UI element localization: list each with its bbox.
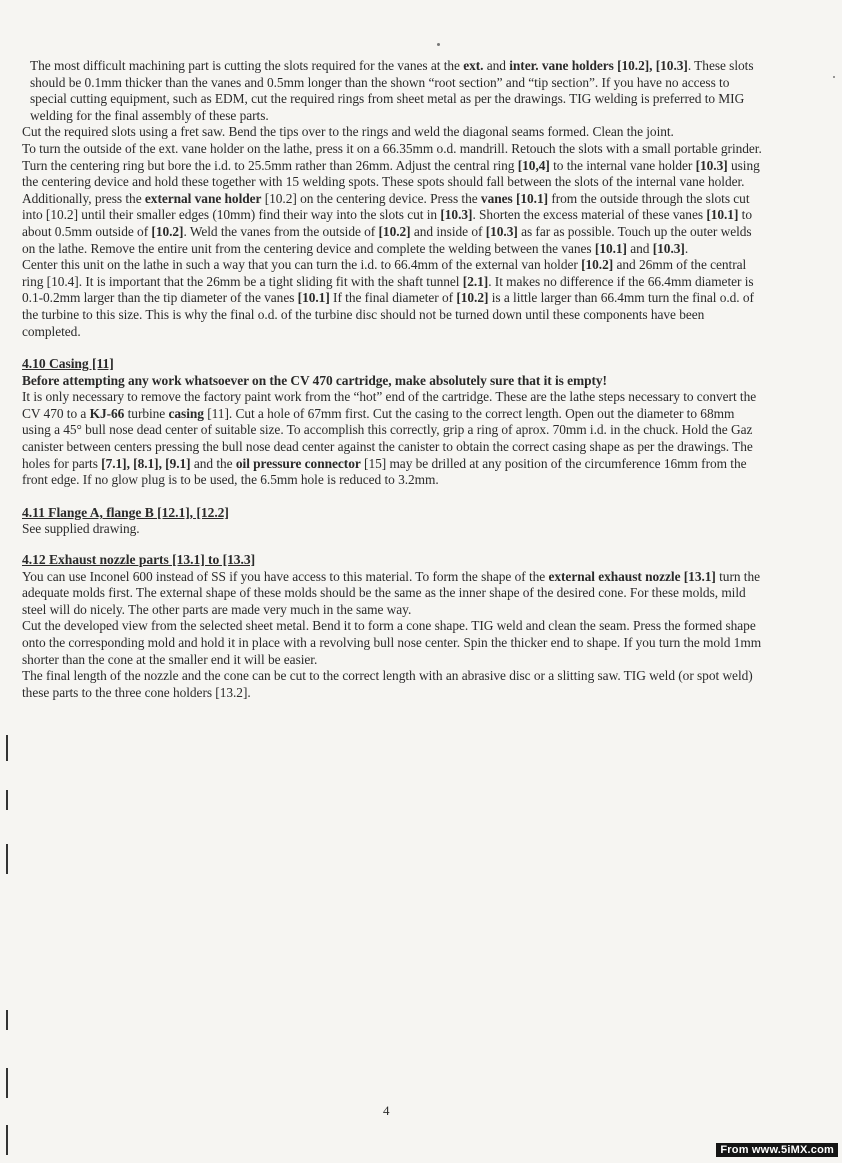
bold-text-run: [10,4]: [517, 157, 550, 173]
bold-text-run: [10.2]: [378, 223, 411, 239]
text-run: . It makes no difference if the 66.4mm diameter is 0.1-0.2mm larger than the tip diameter of the vanes: [22, 273, 754, 306]
bold-text-run: [10.2]: [151, 223, 184, 239]
bold-text-run: [10.1]: [594, 240, 627, 256]
text-run: and 26mm of the central ring [10.4]. It is important that the 26mm be a tight sliding fit with the shaft tunnel: [22, 257, 747, 289]
bold-text-run: [7.1], [8.1], [9.1]: [101, 455, 191, 471]
bold-text-run: [10.3]: [695, 157, 728, 173]
text-run: and: [626, 240, 653, 256]
nozzle-paragraph-1: [22, 569, 764, 619]
text-run: . Weld the vanes from the outside of: [183, 223, 379, 239]
text-run: Center this unit on the lathe in such a way that you can turn the i.d. to 66.4mm of the external van holder: [22, 257, 582, 273]
text-run: using the centering device and hold these together with 15 welding spots. These spots should fall between the slots of the internal vane holder.: [22, 157, 760, 190]
bold-text-run: external exhaust nozzle [13.1]: [548, 568, 716, 584]
flange-body: See supplied drawing.: [22, 521, 140, 537]
intro-paragraph-1: [22, 58, 764, 124]
text-run: as far as possible. Touch up the outer welds on the lathe. Remove the entire unit from the centering device and complete the welding between the vanes: [22, 223, 752, 256]
intro-paragraph-3: To turn the outside of the ext. vane holder on the lathe, press it on a 66.35mm o.d. mandrill. Retouch the slots with a small portable grinder.: [22, 140, 762, 156]
bold-text-run: [10.1]: [297, 290, 330, 306]
text-run: It is only necessary to remove the factory paint work from the “hot” end of the cartridge. These are the lathe steps necessary to convert the CV 470 to a: [22, 389, 757, 421]
text-run: to about 0.5mm outside of: [22, 207, 752, 239]
casing-heading: 4.10 Casing [11]: [22, 356, 114, 372]
nozzle-heading: 4.12 Exhaust nozzle parts [13.1] to [13.3]: [22, 552, 256, 568]
text-run: If the final diameter of: [329, 290, 457, 306]
text-run: Additionally, press the: [22, 190, 145, 206]
text-run: You can use Inconel 600 instead of SS if you have access to this material. To form the shape of the: [22, 568, 549, 584]
text-run: is a little larger than 66.4mm turn the final o.d. of the turbine to this size. This is why the final o.d. of the turbine disc should not be turned down until these components have been completed.: [22, 290, 754, 339]
bold-text-run: [10.1]: [706, 207, 739, 223]
intro-paragraph-4: [22, 158, 764, 191]
intro-paragraph-5: [22, 191, 764, 257]
text-run: [11]. Cut a hole of 67mm first. Cut the casing to the correct length. Open out the diameter to 68mm using a 45° bull nose dead center of suitable size. To accomplish this correctly, grip a ring of aprox. 70mm i.d. in the chuck. Hold the Gaz canister between centers pressing the bull nose dead center against the canister to obtain the correct casing shape as per the drawings. The holes for parts: [22, 405, 753, 471]
bold-text-run: ext.: [463, 58, 484, 73]
page-number: 4: [383, 1103, 390, 1118]
intro-paragraph-2: Cut the required slots using a fret saw. Bend the tips over to the rings and weld the diagonal seams formed. Clean the joint.: [22, 124, 674, 140]
bold-text-run: [10.3]: [652, 240, 685, 256]
casing-warning: Before attempting any work whatsoever on the CV 470 cartridge, make absolutely sure that it is empty!: [22, 372, 607, 388]
bold-text-run: [10.3]: [440, 207, 473, 223]
margin-mark: [6, 1068, 8, 1098]
text-run: .: [684, 240, 689, 256]
flange-heading: 4.11 Flange A, flange B [12.1], [12.2]: [22, 504, 229, 520]
casing-body: [22, 389, 764, 489]
text-run: from the outside through the slots cut into [10.2] until their smaller edges (10mm) find their way into the slots cut in: [22, 190, 750, 223]
text-run: [10.2] on the centering device. Press the: [261, 190, 481, 206]
text-run: [15] may be drilled at any position of the circumference 16mm from the front edge. If no glow plug is to be used, the 6.5mm hole is reduced to 3.2mm.: [22, 455, 747, 488]
bold-text-run: [10.2]: [581, 257, 614, 273]
bold-text-run: oil pressure connector: [235, 455, 361, 471]
margin-mark: [6, 735, 8, 761]
text-run: turn the adequate molds first. The external shape of these molds should be the same as the inner shape of the desired cone. For these molds, mild steel will do nicely. The other parts are made very much in the same way.: [22, 568, 761, 617]
scan-speck: [437, 43, 440, 46]
nozzle-paragraph-2: Cut the developed view from the selected sheet metal. Bend it to form a cone shape. TIG weld and clean the seam. Press the formed shape onto the corresponding mold and hold it in place with a revolving bull nose center. Spin the thicker end to shape. If you turn the mold 1mm shorter than the cone at the smaller end it will be easier.: [22, 618, 762, 667]
intro-paragraph-6: [22, 257, 764, 340]
scan-speck: [833, 76, 835, 78]
margin-mark: [6, 1125, 8, 1155]
bold-text-run: inter. vane holders [10.2], [10.3]: [509, 58, 688, 73]
watermark: From www.5iMX.com: [716, 1143, 838, 1157]
text-run: and the: [190, 455, 236, 471]
text-run: and: [483, 58, 510, 73]
bold-text-run: external vane holder: [144, 190, 262, 206]
bold-text-run: [10.3]: [485, 223, 518, 239]
text-run: . Shorten the excess material of these vanes: [472, 207, 707, 223]
text-run: turbine: [124, 405, 169, 421]
margin-mark: [6, 1010, 8, 1030]
margin-mark: [6, 844, 8, 874]
text-run: . These slots should be 0.1mm thicker than the vanes and 0.5mm longer than the shown “root section” and “tip section”. If you have no access to special cutting equipment, such as EDM, cut the required rings from sheet metal as per the drawings. TIG welding is preferred to MIG welding for the final assembly of these parts.: [30, 58, 754, 123]
nozzle-paragraph-3: The final length of the nozzle and the cone can be cut to the correct length with an abrasive disc or a slitting saw. TIG weld (or spot weld) these parts to the three cone holders [13.2].: [22, 668, 753, 700]
text-run: and inside of: [410, 223, 486, 239]
bold-text-run: vanes [10.1]: [480, 190, 549, 206]
text-run: to the internal vane holder: [549, 157, 696, 173]
bold-text-run: [2.1]: [462, 273, 489, 289]
margin-mark: [6, 790, 8, 810]
bold-text-run: [10.2]: [456, 290, 489, 306]
bold-text-run: casing: [168, 405, 204, 421]
document-page: [22, 58, 764, 701]
bold-text-run: KJ-66: [89, 405, 125, 421]
text-run: The most difficult machining part is cutting the slots required for the vanes at the: [30, 58, 464, 73]
text-run: Turn the centering ring but bore the i.d. to 25.5mm rather than 26mm. Adjust the central ring: [22, 157, 518, 173]
